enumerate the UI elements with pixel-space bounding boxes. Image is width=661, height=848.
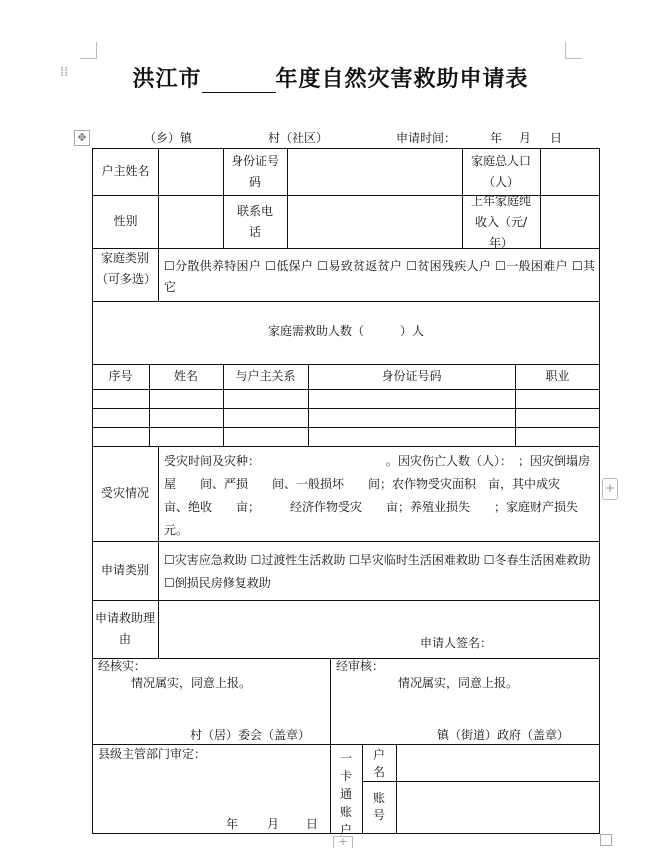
member-header-index: 序号 [108,369,133,383]
account-number-label: 账号 [372,791,385,822]
left-verify-text: 情况属实，同意上报。 [131,676,252,690]
right-verify-text: 情况属实，同意上报。 [398,676,519,690]
left-verify-title: 经核实： [98,659,147,673]
apply-year-label: 年 [490,131,503,145]
income-label: 上年家庭纯收入（元/年） [470,194,531,250]
crop-mark-top-left [80,42,97,59]
apply-time-label: 申请时间： [396,131,457,145]
add-column-icon[interactable]: + [602,478,618,500]
card-account-label: 一卡通账户 [339,751,352,837]
phone-label: 联系电话 [236,204,273,239]
apply-month-label: 月 [519,131,532,145]
county-label: 县级主管部门审定： [98,747,207,761]
page-title [0,62,661,93]
row-divider [92,301,600,302]
reason-label: 申请救助理由 [94,611,155,646]
disaster-text[interactable]: 受灾时间及灾种： 。因灾伤亡人数（人）： ；因灾倒塌房屋 间、严损 间、一般损坏 间；农作物受灾面积 亩，其中成灾 亩、绝收 亩； 经济作物受灾 亩；养殖业损失 ；家庭财产损失 元。 [164,454,603,537]
help-count-text: 家庭需救助人数（ ）人 [267,324,424,338]
county-day: 日 [306,817,319,831]
account-number-field[interactable] [397,782,599,833]
phone-field[interactable] [288,196,461,247]
table-move-icon[interactable]: ✥ [74,130,90,146]
signature-label: 申请人签名： [420,636,493,650]
member-row[interactable] [93,390,599,407]
add-row-icon[interactable]: + [333,836,353,848]
resize-table-icon[interactable] [600,834,612,846]
family-total-field[interactable] [541,149,599,194]
gender-label: 性别 [113,214,138,228]
member-header-job: 职业 [545,369,570,383]
income-field[interactable] [541,196,599,247]
head-name-field[interactable] [159,149,222,194]
head-name-label: 户主姓名 [101,164,150,178]
apply-day-label: 日 [550,131,563,145]
title-suffix: 年度自然灾害救助申请表 [275,66,529,92]
account-name-field[interactable] [397,745,599,780]
crop-mark-top-right [565,42,582,59]
row-divider [92,446,600,447]
row-divider [92,364,600,365]
col-divider [462,148,463,248]
member-header-relation: 与户主关系 [235,369,296,383]
member-header-name: 姓名 [173,369,198,383]
col-divider [223,148,224,248]
drag-handle-icon[interactable]: ⁞⁞ [60,65,69,80]
left-verify-seal: 村（居）委会（盖章） [190,728,311,742]
title-year-blank [202,70,276,93]
township-label: （乡）镇 [144,131,193,145]
county-year: 年 [226,817,239,831]
id-number-label: 身份证号码 [230,154,279,189]
account-name-label: 户名 [372,748,385,779]
apply-type-options[interactable]: ☐灾害应急救助 ☐过渡性生活救助 ☐旱灾临时生活困难救助 ☐冬春生活困难救助 ☐倒损民房修复救助 [164,553,591,590]
family-category-options[interactable]: ☐分散供养特困户 ☐低保户 ☐易致贫返贫户 ☐贫困残疾人户 ☐一般困难户 ☐其它 [164,259,596,294]
village-label: 村（社区） [268,131,329,145]
right-verify-seal: 镇（街道）政府（盖章） [437,728,570,742]
family-category-label: 家庭类别（可多选） [96,251,157,286]
member-header-id: 身份证号码 [381,369,442,383]
gender-field[interactable] [159,196,222,247]
county-month: 月 [267,817,280,831]
reason-field[interactable] [159,601,599,657]
col-divider [330,658,331,834]
right-verify-title: 经审核： [336,659,385,673]
family-total-label: 家庭总人口（人） [470,154,531,189]
title-prefix: 洪江市 [132,66,202,92]
col-divider [362,744,363,834]
disaster-label: 受灾情况 [100,486,149,500]
member-row[interactable] [93,409,599,426]
member-row[interactable] [93,428,599,445]
apply-type-label: 申请类别 [100,563,149,577]
id-number-field[interactable] [288,149,461,194]
